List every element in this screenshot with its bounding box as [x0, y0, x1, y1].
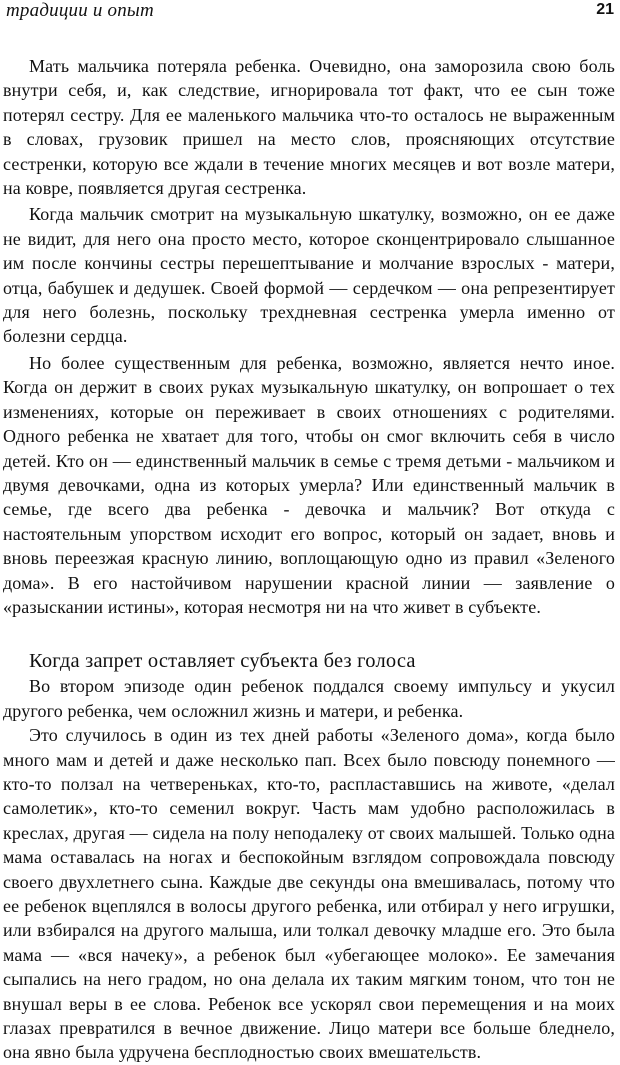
paragraph-1: Мать мальчика потеряла ребенка. Очевидно, она заморозила свою боль внутри себя, и, как следствие, игнорировала тот факт, что ее сын тоже потерял сестру. Для ее маленького мальчика что-то осталось не выраженным в словах, грузовик пришел на место слов, проясняющих отсутствие сестренки, которую все ждали в течение многих месяцев и вот возле матери, на ковре, появляется другая сестренка. [3, 56, 615, 199]
page-header [6, 0, 614, 24]
running-head: традиции и опыт [6, 0, 154, 21]
paragraph-3: Но более существенным для ребенка, возможно, является нечто иное. Когда он держит в своих руках музыкальную шкатулку, он вопрошает о тех изменениях, которые он переживает в своих отношениях с родителями. Одного ребенка не хватает для того, чтобы он смог включить себя в число детей. Кто он — единственный мальчик в семье с тремя детьми - мальчиком и двумя девочками, одна из которых умерла? Или единственный мальчик в семье, где всего два ребенка - девочка и мальчик? Вот откуда с настоятельным упорством исходит его вопрос, который он задает, вновь и вновь переезжая красную линию, воплощающую одно из правил «Зеленого дома». В его настойчивом нарушении красной линии — заявление о «разыскании истины», которая несмотря ни на что живет в субъекте. [3, 352, 615, 617]
body-text [3, 54, 615, 1065]
paragraph-5: Это случилось в один из тех дней работы «Зеленого дома», когда было много мам и детей и даже несколько пап. Всех было повсюду понемного — кто-то ползал на четвереньках, кто-то, распластавшись на животе, «делал самолетик», кто-то семенил вокруг. Часть мам удобно расположилась в креслах, другая — сидела на полу неподалеку от своих малышей. Только одна мама оставалась на ногах и беспокойным взглядом сопровождала повсюду своего двухлетнего сына. Каждые две секунды она вмешивалась, потому что ее ребенок вцеплялся в волосы другого ребенка, или отбирал у него игрушки, или взбирался на другого малыша, или толкал девочку младше его. Это была мама — «вся начеку», а ребенок был «убегающее молоко». Ее замечания сыпались на него градом, но она делала их таким мягким тоном, что тон не внушал веры в ее слова. Ребенок все ускорял свои перемещения и на моих глазах превратился в вечное движение. Лицо матери все больше бледнело, она явно была удручена бесплодностью своих вмешательств. [3, 725, 615, 1063]
section-heading: Когда запрет оставляет субъекта без голоса [29, 650, 416, 673]
paragraph-2: Когда мальчик смотрит на музыкальную шкатулку, возможно, он ее даже не видит, для него она просто место, которое сконцентрировало слышанное им после кончины сестры перешептывание и молчание взрослых - матери, отца, бабушек и дедушек. Своей формой — сердечком — она репрезентирует для него болезнь, поскольку трехдневная сестренка умерла именно от болезни сердца. [3, 204, 615, 347]
page-number: 21 [596, 1, 614, 18]
paragraph-4: Во втором эпизоде один ребенок поддался своему импульсу и укусил другого ребенка, чем осложнил жизнь и матери, и ребенка. [3, 676, 615, 721]
